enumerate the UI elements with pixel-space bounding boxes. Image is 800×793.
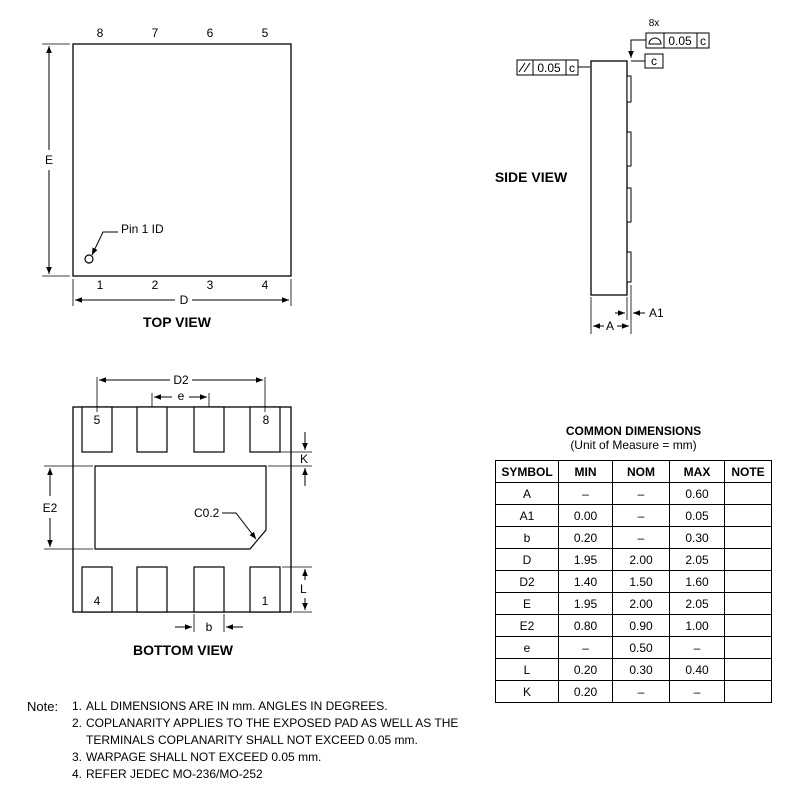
table-cell: 1.50 bbox=[613, 571, 670, 593]
table-cell: 0.80 bbox=[559, 615, 613, 637]
column-header: NOTE bbox=[725, 461, 772, 483]
note-text: TERMINALS COPLANARITY SHALL NOT EXCEED 0.05 mm. bbox=[86, 733, 418, 747]
top-pin-label: 8 bbox=[96, 26, 104, 40]
parallelism-control-frame bbox=[517, 60, 578, 75]
table-cell bbox=[725, 637, 772, 659]
dim-A-label: A bbox=[605, 319, 615, 333]
bottom-pin-label: 5 bbox=[93, 413, 101, 427]
side-view-title: SIDE VIEW bbox=[494, 169, 568, 185]
datum-c-label: c bbox=[651, 54, 657, 68]
table-cell bbox=[725, 659, 772, 681]
table-cell: 1.00 bbox=[670, 615, 725, 637]
column-header: MIN bbox=[559, 461, 613, 483]
top-pin-label: 3 bbox=[206, 278, 214, 292]
table-header-row bbox=[496, 461, 772, 483]
table-cell bbox=[725, 593, 772, 615]
notes-list bbox=[72, 698, 502, 783]
dim-E-label: E bbox=[44, 153, 54, 167]
table-cell bbox=[725, 483, 772, 505]
bottom-pin-label: 1 bbox=[261, 594, 269, 608]
side-lead bbox=[627, 188, 631, 222]
column-header: SYMBOL bbox=[496, 461, 559, 483]
table-cell: – bbox=[559, 637, 613, 659]
table-cell: 0.60 bbox=[670, 483, 725, 505]
table-cell: 2.05 bbox=[670, 593, 725, 615]
note-item bbox=[72, 698, 502, 715]
table-cell: 0.00 bbox=[559, 505, 613, 527]
top-pin-label: 1 bbox=[96, 278, 104, 292]
top-pin-label: 7 bbox=[151, 26, 159, 40]
table-cell bbox=[725, 527, 772, 549]
table-cell: 1.95 bbox=[559, 593, 613, 615]
table-cell: D bbox=[496, 549, 559, 571]
terminal-pad bbox=[137, 407, 167, 452]
top-view-body bbox=[73, 44, 291, 276]
table-row bbox=[496, 571, 772, 593]
table-cell: 2.00 bbox=[613, 549, 670, 571]
dimensions-table-subtitle: (Unit of Measure = mm) bbox=[570, 438, 697, 452]
notes-lead: Note: bbox=[27, 699, 59, 714]
side-view-body bbox=[591, 61, 627, 295]
note-item bbox=[72, 715, 502, 749]
table-cell: 2.00 bbox=[613, 593, 670, 615]
table-cell: 0.20 bbox=[559, 681, 613, 703]
terminal-pad bbox=[137, 567, 167, 612]
column-header: NOM bbox=[613, 461, 670, 483]
profile-tolerance: 0.05 bbox=[668, 34, 692, 48]
top-view bbox=[42, 26, 291, 330]
profile-control-frame bbox=[646, 18, 709, 48]
table-cell: – bbox=[613, 505, 670, 527]
dim-b-label: b bbox=[205, 620, 213, 634]
bottom-pin-label: 4 bbox=[93, 594, 101, 608]
count-label: 8x bbox=[648, 18, 660, 29]
table-cell bbox=[725, 549, 772, 571]
table-cell: 0.90 bbox=[613, 615, 670, 637]
table-cell: K bbox=[496, 681, 559, 703]
top-pin-label: 4 bbox=[261, 278, 269, 292]
table-row bbox=[496, 637, 772, 659]
table-cell: 0.20 bbox=[559, 659, 613, 681]
table-row bbox=[496, 615, 772, 637]
side-lead bbox=[627, 76, 631, 102]
table-cell: 1.60 bbox=[670, 571, 725, 593]
top-pin-label: 6 bbox=[206, 26, 214, 40]
terminal-pad bbox=[194, 567, 224, 612]
dim-D-label: D bbox=[179, 293, 189, 307]
table-cell: – bbox=[670, 681, 725, 703]
table-cell: 1.95 bbox=[559, 549, 613, 571]
table-cell: L bbox=[496, 659, 559, 681]
chamfer-label: C0.2 bbox=[194, 506, 220, 520]
table-row bbox=[496, 527, 772, 549]
note-text: REFER JEDEC MO-236/MO-252 bbox=[86, 767, 263, 781]
dim-e-label: e bbox=[177, 389, 185, 403]
table-cell: A1 bbox=[496, 505, 559, 527]
dim-K-label: K bbox=[300, 452, 309, 466]
table-cell: – bbox=[613, 681, 670, 703]
dimensions-table bbox=[495, 460, 772, 703]
dim-A1-label: A1 bbox=[649, 306, 664, 320]
top-pin-label: 5 bbox=[261, 26, 269, 40]
bottom-view-title: BOTTOM VIEW bbox=[132, 642, 234, 658]
table-cell bbox=[725, 681, 772, 703]
column-header: MAX bbox=[670, 461, 725, 483]
bottom-pin-label: 8 bbox=[262, 413, 270, 427]
dimensions-table-title: COMMON DIMENSIONS bbox=[565, 424, 702, 438]
table-cell: A bbox=[496, 483, 559, 505]
table-cell: 0.20 bbox=[559, 527, 613, 549]
exposed-pad bbox=[95, 466, 266, 549]
pin1-marker-icon bbox=[85, 255, 93, 263]
table-cell: – bbox=[559, 483, 613, 505]
profile-datum: c bbox=[700, 34, 706, 48]
table-cell: E bbox=[496, 593, 559, 615]
note-item bbox=[72, 749, 502, 766]
dim-D2-label: D2 bbox=[173, 373, 189, 387]
table-cell bbox=[725, 571, 772, 593]
parallelism-datum: c bbox=[569, 61, 575, 75]
table-cell: e bbox=[496, 637, 559, 659]
note-number: 2. bbox=[72, 716, 83, 730]
table-row bbox=[496, 483, 772, 505]
top-pin-label: 2 bbox=[151, 278, 159, 292]
table-cell: – bbox=[613, 483, 670, 505]
table-cell: 0.05 bbox=[670, 505, 725, 527]
pin1-label: Pin 1 ID bbox=[121, 222, 164, 236]
note-number: 4. bbox=[72, 767, 83, 781]
note-number: 1. bbox=[72, 699, 83, 713]
table-cell: 2.05 bbox=[670, 549, 725, 571]
side-view bbox=[495, 18, 709, 334]
table-cell: – bbox=[670, 637, 725, 659]
table-row bbox=[496, 505, 772, 527]
side-lead bbox=[627, 252, 631, 282]
table-cell: 0.30 bbox=[613, 659, 670, 681]
note-number: 3. bbox=[72, 750, 83, 764]
note-item bbox=[72, 766, 502, 783]
table-row bbox=[496, 593, 772, 615]
note-text: WARPAGE SHALL NOT EXCEED 0.05 mm. bbox=[86, 750, 322, 764]
table-row bbox=[496, 549, 772, 571]
note-text: ALL DIMENSIONS ARE IN mm. ANGLES IN DEGREES. bbox=[86, 699, 388, 713]
table-cell bbox=[725, 615, 772, 637]
table-cell: 0.30 bbox=[670, 527, 725, 549]
top-view-title: TOP VIEW bbox=[143, 314, 211, 330]
table-row bbox=[496, 659, 772, 681]
table-cell: 0.50 bbox=[613, 637, 670, 659]
bottom-view bbox=[43, 373, 312, 658]
dim-L-label: L bbox=[300, 582, 307, 596]
dim-E2-label: E2 bbox=[42, 501, 58, 515]
table-cell: E2 bbox=[496, 615, 559, 637]
parallelism-tolerance: 0.05 bbox=[537, 61, 561, 75]
table-cell: – bbox=[613, 527, 670, 549]
table-cell: b bbox=[496, 527, 559, 549]
table-cell: D2 bbox=[496, 571, 559, 593]
terminal-pad bbox=[194, 407, 224, 452]
side-lead bbox=[627, 132, 631, 166]
note-text: COPLANARITY APPLIES TO THE EXPOSED PAD AS WELL AS THE bbox=[86, 716, 459, 730]
table-cell: 0.40 bbox=[670, 659, 725, 681]
table-cell bbox=[725, 505, 772, 527]
table-row bbox=[496, 681, 772, 703]
table-cell: 1.40 bbox=[559, 571, 613, 593]
